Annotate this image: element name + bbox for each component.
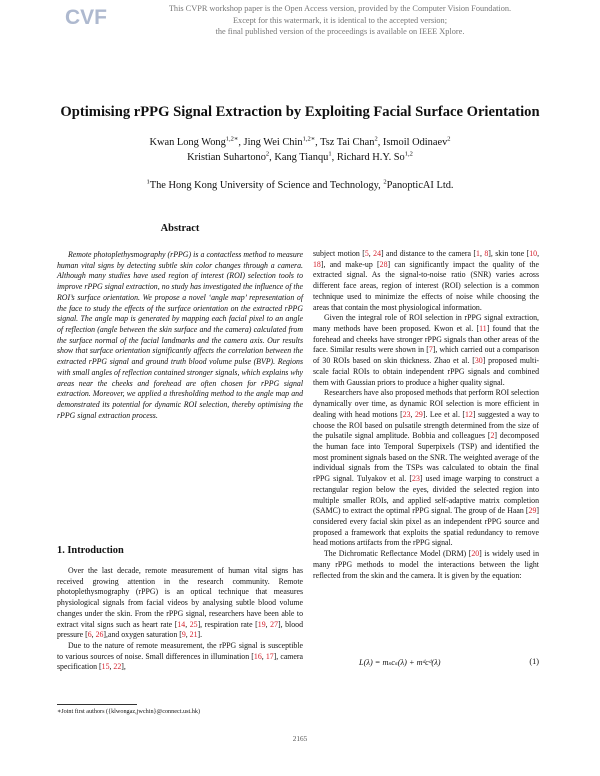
author-affiliation-marker: 2 <box>265 150 270 158</box>
text-run: ],and oxygen saturation [ <box>103 630 182 640</box>
affiliations <box>0 180 600 191</box>
citation-link[interactable]: 12 <box>465 409 473 419</box>
affiliation-name: The Hong Kong University of Science and Technology, <box>149 180 384 191</box>
citation-link[interactable]: 9 <box>181 630 186 640</box>
citation-link[interactable]: 7 <box>428 345 433 355</box>
citation-link[interactable]: 23 <box>412 474 420 484</box>
author-affiliation-marker: 2 <box>374 135 378 143</box>
author-name: Kwan Long Wong <box>149 137 226 148</box>
author-line-2: Kristian Suhartono$^2$, Kang Tianqu$^1$, Richard H.Y. So$^{1,2}$ <box>187 150 413 163</box>
citation-link[interactable]: 22 <box>113 662 122 672</box>
citation-link[interactable]: 16 <box>253 651 262 661</box>
citation-link[interactable]: 20 <box>471 549 480 559</box>
author-name: Jing Wei Chin <box>243 137 303 148</box>
citation-link[interactable]: 21 <box>189 630 198 640</box>
text-run: subject motion [ <box>313 249 365 258</box>
text-run: ] proposed multi-scale facial ROIs to obtain independent rPPG signals and combined them with Gaussian priors to produce a higher quality signal. <box>313 356 539 387</box>
text-run: , <box>91 630 96 640</box>
text-run: , <box>261 651 266 661</box>
citation-link[interactable]: 24 <box>373 249 382 258</box>
introduction-body <box>57 566 303 673</box>
text-run: Researchers have also proposed methods that perform ROI selection dynamically over time, as dynamic ROI selection is more efficient in dealing with head motions [ <box>313 388 539 419</box>
citation-link[interactable]: 1 <box>476 249 480 258</box>
citation-link[interactable]: 29 <box>414 409 423 419</box>
text-run: ], skin tone [ <box>488 249 530 258</box>
text-run: ]. Lee et al. [ <box>422 409 465 419</box>
citation-link[interactable]: 5 <box>364 249 369 258</box>
author-affiliation-marker: 1,2 <box>404 150 413 158</box>
affiliation-marker: 2 <box>383 178 387 186</box>
watermark-line: Except for this watermark, it is identical to the accepted version; <box>232 15 448 25</box>
text-run: , <box>109 662 114 672</box>
text-run: ] used image warping to construct a rectangular region below the eyes, divided the selected region into multiple smaller ROIs, and applied self-adaptive matrix completion (SAMC) to extract the optimal rPPG signal. The group of de Haan [ <box>313 474 539 516</box>
citation-link[interactable]: 17 <box>265 651 274 661</box>
equation-1 <box>313 657 539 671</box>
text-run: ] found that the forehead and cheeks have stronger rPPG signals than other areas of the face. Similar results were shown in [ <box>313 324 540 355</box>
text-run: , <box>368 249 374 258</box>
watermark-line: the final published version of the proceedings is available on IEEE Xplore. <box>215 27 465 36</box>
author-name: Richard H.Y. So <box>336 151 405 163</box>
watermark-notice <box>105 3 575 38</box>
author-name: Kang Tianqu <box>274 151 329 163</box>
author-affiliation-marker: 1 <box>328 150 332 158</box>
text-run: Given the integral role of ROI selection in rPPG signal extraction, many methods have been proposed. Kwon et al. [ <box>313 313 539 334</box>
citation-link[interactable]: 29 <box>528 506 537 516</box>
author-affiliation-marker: 1,2∗ <box>302 135 316 143</box>
text-run: Due to the nature of remote measurement, the rPPG signal is susceptible to various sources of noise. Small differences in illumination [ <box>57 641 303 661</box>
author-name: Ismoil Odinaev <box>382 137 448 148</box>
citation-link[interactable]: 26 <box>95 630 104 640</box>
text-run: , <box>185 619 190 629</box>
equation-expression: L(λ) = mₛcₛ(λ) + mᵈcᵈ(λ) <box>359 658 441 667</box>
cvf-logo-text: CVF <box>65 6 107 29</box>
abstract-body <box>57 250 303 422</box>
author-affiliation-marker: 2 <box>447 135 451 143</box>
author-affiliation-marker: 1,2∗ <box>225 135 239 143</box>
text-run: ], <box>121 662 126 672</box>
paragraph <box>313 313 539 388</box>
watermark-line: This CVPR workshop paper is the Open Access version, provided by the Computer Vision Foundation. <box>168 4 512 13</box>
text-run: , <box>185 630 190 640</box>
footnote-rule <box>57 704 137 705</box>
citation-link[interactable]: 11 <box>479 324 487 334</box>
text-run: ] decomposed the human face into Temporal Superpixels (TSP) and identified the most prominent signals based on the SNR. The weighted average of the individual signals from the TSPs was calculated to obtain the final rPPG signal. Tulyakov et al. [ <box>313 431 540 484</box>
citation-link[interactable]: 2 <box>490 431 495 441</box>
text-run: ] is widely used in many rPPG methods to model the interactions between the light reflected from the skin and the camera. It is given by the equation: <box>313 549 539 580</box>
footnote: ∗Joint first authors ({klwongaz,jwchin}@connect.ust.hk) <box>57 708 201 715</box>
text-run: ] and distance to the camera [ <box>381 249 477 258</box>
citation-link[interactable]: 28 <box>379 259 388 269</box>
paper-title: Optimising rPPG Signal Extraction by Exploiting Facial Surface Orientation <box>60 104 540 120</box>
citation-link[interactable]: 30 <box>474 356 483 366</box>
text-run: , <box>479 249 485 258</box>
text-run: ], blood pressure [ <box>57 619 303 640</box>
text-run: ] suggested a way to choose the ROI based on pulsatile strength determined from the size of the pulsatile signal amplitude. Bobbia and colleagues [ <box>313 409 539 441</box>
cvf-logo <box>63 3 109 29</box>
section-heading-introduction: 1. Introduction <box>57 545 124 556</box>
citation-link[interactable]: 18 <box>313 259 321 269</box>
text-run: ], which carried out a comparison of 30 ROIs based on skin thickness. Zhao et al. [ <box>313 345 539 366</box>
author-list <box>0 136 600 165</box>
paragraph <box>57 641 303 673</box>
text-run: ], and make-up [ <box>320 259 380 269</box>
text-run: Over the last decade, remote measurement of human vital signs has received growing attention in the research community. Remote photoplethysmography (rPPG) is an optical technique that measures physiological signals from facial videos by analysing subtle blood volume changes under the skin. From the rPPG signal, researchers have been able to extract vital signs such as heart rate [ <box>57 566 303 629</box>
paragraph <box>57 566 303 641</box>
paragraph <box>313 249 539 313</box>
text-run: ]. <box>197 630 203 640</box>
citation-link[interactable]: 27 <box>270 619 278 629</box>
citation-link[interactable]: 15 <box>101 662 110 672</box>
text-run: ], camera specification [ <box>57 651 303 672</box>
citation-link[interactable]: 8 <box>484 249 489 258</box>
citation-link[interactable]: 23 <box>402 409 411 419</box>
author-line-1: Kwan Long Wong$^{1,2∗}$, Jing Wei Chin$^{1,2∗}$, Tsz Tai Chan$^2$, Ismoil Odinaev$^2$ <box>149 135 451 148</box>
citation-link[interactable]: 10 <box>529 249 538 258</box>
text-run: ], respiration rate [ <box>197 619 258 629</box>
text-run: ] can significantly impact the quality of the extracted signal. As the signal-to-noise ratio (SNR) varies across different face areas, region of interest (ROI) selection is a common technique used to minimize the effects of noise while choosing the areas that contain the most physiological information. <box>313 259 539 312</box>
text-run: , <box>410 409 415 419</box>
paragraph <box>313 388 539 549</box>
abstract-heading: Abstract <box>160 223 200 234</box>
citation-link[interactable]: 25 <box>189 619 198 629</box>
text-run: , <box>537 249 540 258</box>
abstract-text: Remote photoplethysmography (rPPG) is a contactless method to measure human vital signs by detecting subtle skin color changes through a camera. Although many studies have used region of interest (ROI) selection tools to improve rPPG signal extraction, no study has investigated the influence of the ROI’s surface orientation. We propose a novel ‘angle map’ representation of the face to study the effects of the surface orientation on the extracted rPPG signal. The angle map is generated by mapping each facial pixel to an angle of reflection (angle between the skin surface and the camera) calculated from the surface normal of the facial landmarks and the camera axis. Our results show that surface orientation significantly affects the correlation between the extracted rPPG signal and ground truth blood volume pulse (BVP). Regions with small angles of reflection contained stronger signals, which explains why areas near the cheeks and forehead are often chosen for rPPG signal extraction. Moreover, we applied a thresholding method to the angle map and demonstrated its potential for dynamic ROI selection, thereby optimising the rPPG signal extraction process. <box>57 250 303 420</box>
text-run: ] considered every facial skin pixel as an independent rPPG source and proposed a framework that exploits the spatial redundancy to remove head motions artifacts from the rPPG signal. <box>313 506 539 548</box>
text-run: , <box>265 619 271 629</box>
affiliation-marker: 1 <box>146 178 150 186</box>
right-column-body <box>313 249 539 581</box>
citation-link[interactable]: 6 <box>87 630 92 640</box>
page-number: 2165 <box>292 734 308 743</box>
author-name: Tsz Tai Chan <box>320 137 375 148</box>
text-run: The Dichromatic Reflectance Model (DRM) [ <box>324 549 472 559</box>
affiliation-name: PanopticAI Ltd. <box>386 180 454 191</box>
paragraph <box>313 549 539 581</box>
equation-number: (1) <box>529 657 539 666</box>
citation-link[interactable]: 14 <box>177 619 186 629</box>
citation-link[interactable]: 19 <box>257 619 266 629</box>
author-name: Kristian Suhartono <box>187 151 266 163</box>
